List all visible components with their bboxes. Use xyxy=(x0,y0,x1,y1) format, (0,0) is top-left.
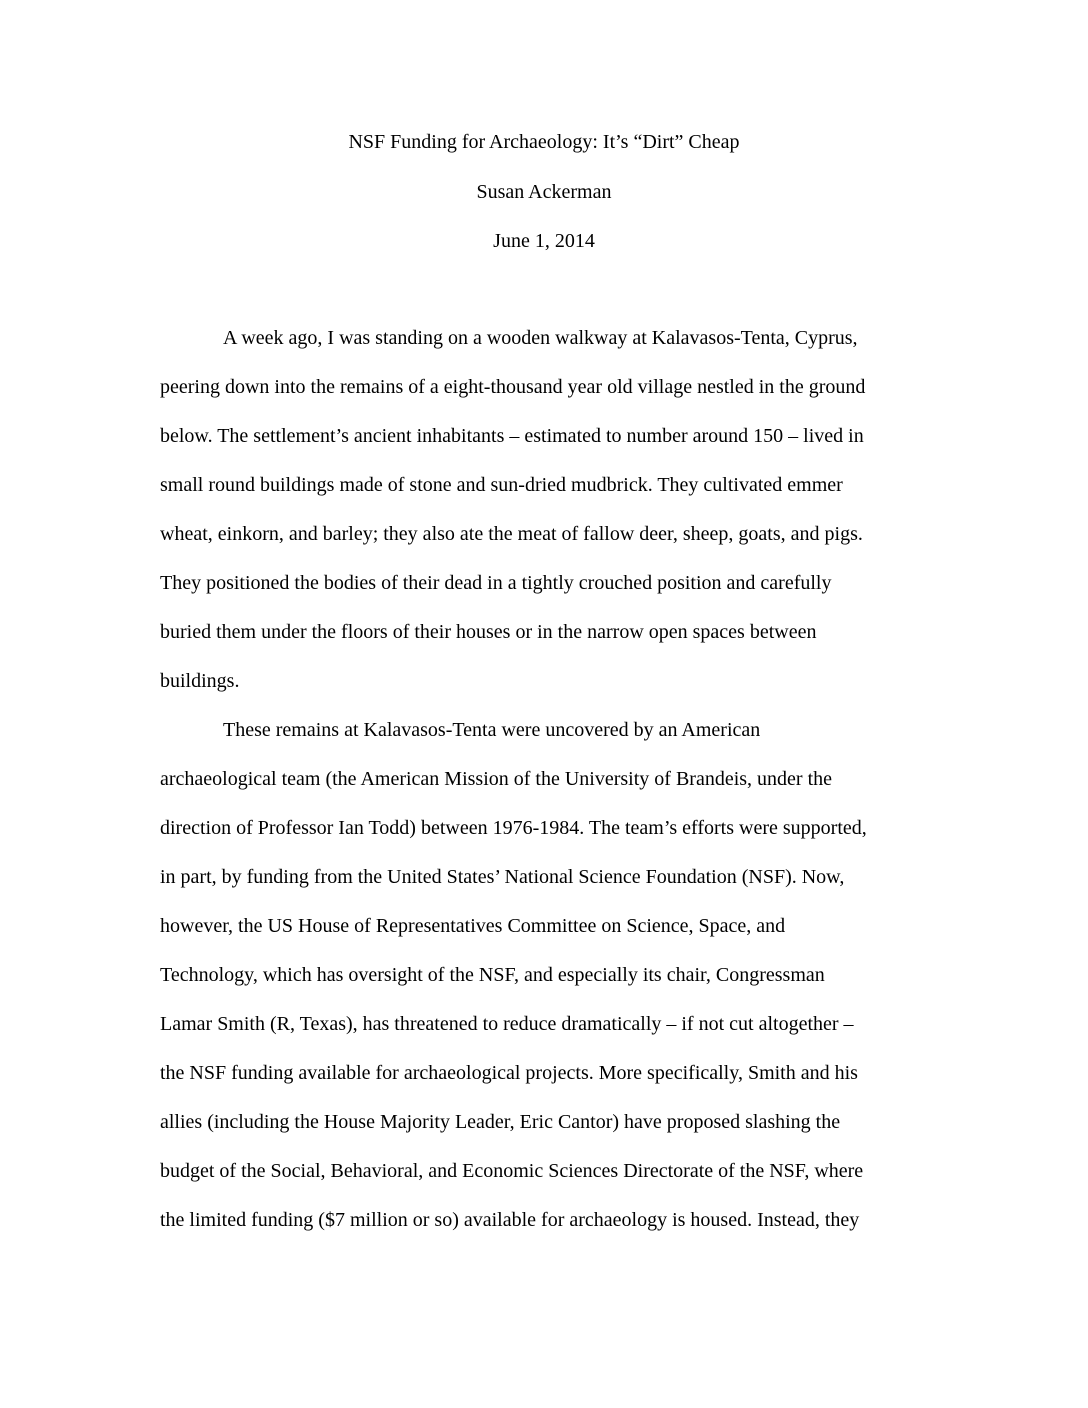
paragraph-2-line: however, the US House of Representatives Committee on Science, Space, and xyxy=(160,915,786,937)
paragraph-2-line: These remains at Kalavasos-Tenta were uncovered by an American xyxy=(223,719,761,741)
paragraph-2-line: Technology, which has oversight of the NSF, and especially its chair, Congressman xyxy=(160,964,825,986)
document-date: June 1, 2014 xyxy=(493,230,595,252)
paragraph-2-line: direction of Professor Ian Todd) between 1976-1984. The team’s efforts were supported, xyxy=(160,817,867,839)
paragraph-2-line: in part, by funding from the United States’ National Science Foundation (NSF). Now, xyxy=(160,866,845,888)
paragraph-2-line: Lamar Smith (R, Texas), has threatened to reduce dramatically – if not cut altogether – xyxy=(160,1013,854,1035)
paragraph-2-line: the NSF funding available for archaeological projects. More specifically, Smith and his xyxy=(160,1062,858,1084)
paragraph-1-line: peering down into the remains of a eight-thousand year old village nestled in the ground xyxy=(160,376,866,398)
paragraph-1-line: buildings. xyxy=(160,670,240,692)
paragraph-1-line: buried them under the floors of their houses or in the narrow open spaces between xyxy=(160,621,817,643)
paragraph-1-line: They positioned the bodies of their dead in a tightly crouched position and carefully xyxy=(160,572,832,594)
document-title: NSF Funding for Archaeology: It’s “Dirt” Cheap xyxy=(348,131,740,153)
paragraph-2-line: budget of the Social, Behavioral, and Economic Sciences Directorate of the NSF, where xyxy=(160,1160,864,1182)
paragraph-1-line: small round buildings made of stone and sun-dried mudbrick. They cultivated emmer xyxy=(160,474,843,496)
paragraph-1-line: A week ago, I was standing on a wooden walkway at Kalavasos-Tenta, Cyprus, xyxy=(223,327,858,349)
paragraph-2-line: allies (including the House Majority Leader, Eric Cantor) have proposed slashing the xyxy=(160,1111,841,1133)
paragraph-2-line: the limited funding ($7 million or so) available for archaeology is housed. Instead, they xyxy=(160,1209,860,1231)
paragraph-1-line: below. The settlement’s ancient inhabitants – estimated to number around 150 – lived in xyxy=(160,425,864,447)
paragraph-1-line: wheat, einkorn, and barley; they also ate the meat of fallow deer, sheep, goats, and pigs. xyxy=(160,523,863,545)
document-author: Susan Ackerman xyxy=(476,181,612,203)
paragraph-2-line: archaeological team (the American Mission of the University of Brandeis, under the xyxy=(160,768,833,790)
